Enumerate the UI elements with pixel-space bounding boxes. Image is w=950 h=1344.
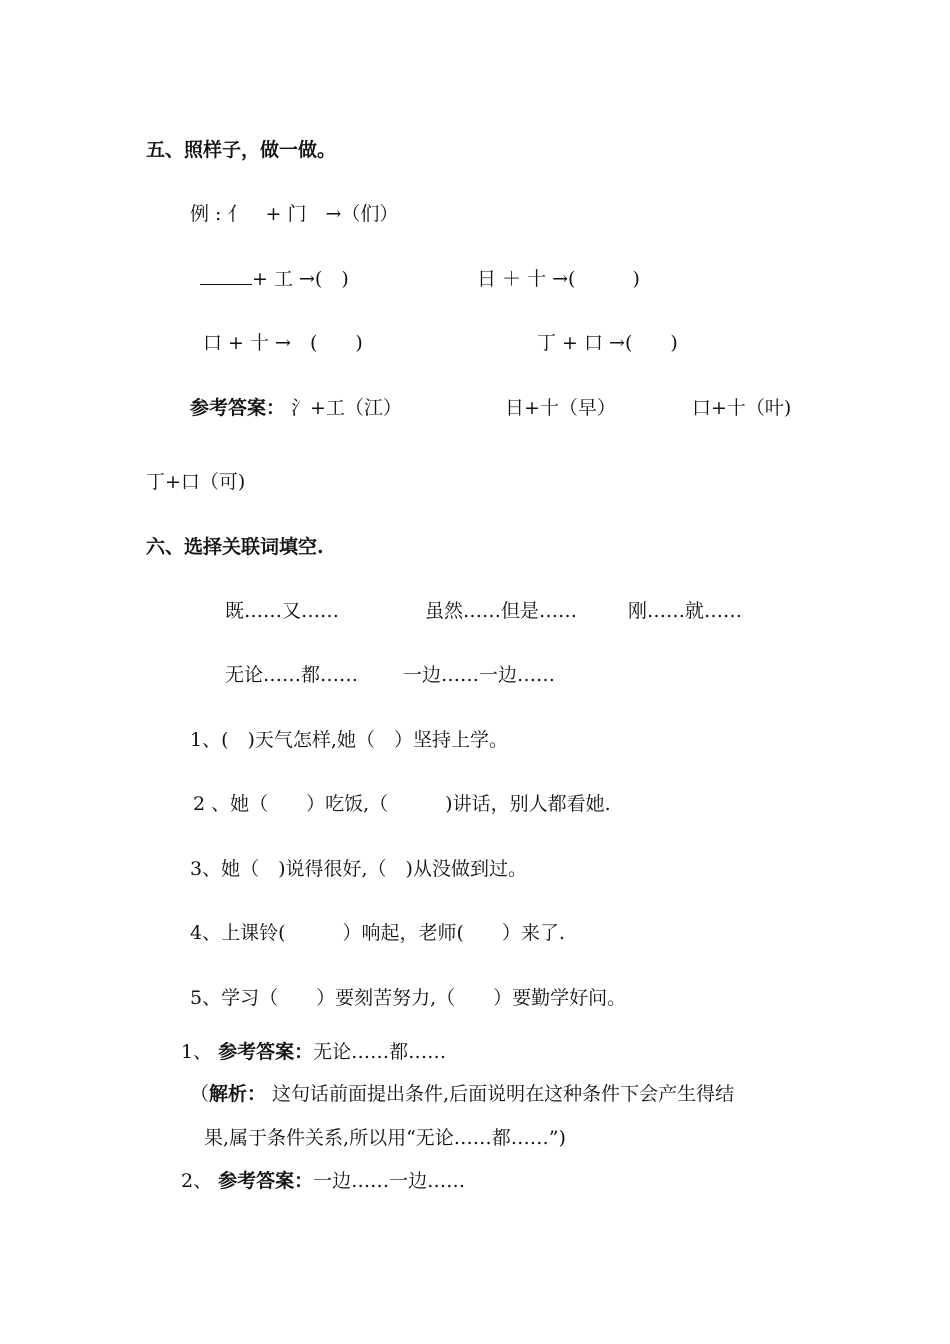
answer-b: 日+十（早）	[505, 397, 616, 419]
answer-label: 参考答案：	[218, 1041, 314, 1063]
exercise-row1-right: 日 ＋ 十 →( )	[477, 268, 640, 290]
answer-number: 1、	[181, 1041, 213, 1063]
question-5: 5、学习（ ）要刻苦努力,（ ）要勤学好问。	[190, 987, 627, 1009]
example-line: 例 : 亻 + 门 →（们）	[190, 203, 399, 225]
exercise-row2-right: 丁 + 口 →( )	[537, 332, 678, 354]
answer-a: 氵+工（江）	[291, 397, 402, 419]
section5-answer	[190, 395, 402, 421]
analysis-open: （	[190, 1083, 210, 1105]
word-option-4: 无论……都……	[225, 664, 359, 686]
answer-label: 参考答案：	[218, 1170, 314, 1192]
answer-number: 2、	[181, 1170, 213, 1192]
exercise-row1-left	[200, 266, 349, 292]
word-option-3: 刚……就……	[628, 600, 743, 622]
analysis-text: 这句话前面提出条件,后面说明在这种条件下会产生得结	[272, 1083, 735, 1105]
exercise-row2-left: 口 + 十 → ( )	[203, 332, 363, 354]
question-3: 3、她（ )说得很好,（ )从没做到过。	[190, 858, 527, 880]
answer-d: 丁+口（可)	[146, 471, 246, 493]
section6-answer-2	[181, 1168, 465, 1194]
answer-text: 无论……都……	[313, 1041, 447, 1063]
question-2: 2 、她（ ）吃饭,（ )讲话，别人都看她.	[193, 793, 611, 815]
fill-blank[interactable]	[200, 268, 252, 285]
analysis-label: 解析：	[209, 1083, 267, 1105]
section6-answer-1	[181, 1039, 446, 1065]
word-option-2: 虽然……但是……	[425, 600, 578, 622]
answer-label: 参考答案：	[190, 397, 286, 419]
word-option-1: 既……又……	[225, 600, 340, 622]
word-option-5: 一边……一边……	[403, 664, 556, 686]
answer-text: 一边……一边……	[313, 1170, 466, 1192]
analysis-line-1	[190, 1081, 734, 1107]
analysis-line-2: 果,属于条件关系,所以用“无论……都……”)	[204, 1127, 566, 1149]
question-4: 4、上课铃( ）响起，老师( ）来了.	[190, 922, 565, 944]
exercise-row1-left-text: + 工 →( )	[252, 268, 349, 290]
answer-c: 口+十（叶)	[692, 397, 792, 419]
section6-title: 六、选择关联词填空.	[146, 536, 324, 558]
question-1: 1、( )天气怎样,她（ ）坚持上学。	[190, 729, 508, 751]
section5-title: 五、照样子，做一做。	[146, 139, 337, 161]
